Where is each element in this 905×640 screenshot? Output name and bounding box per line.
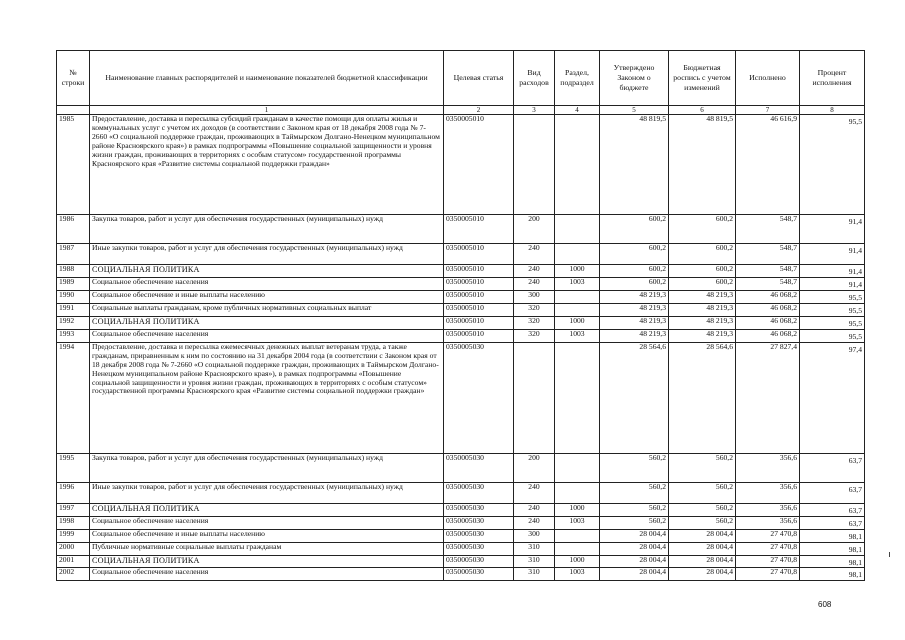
target-article: 0350005030	[444, 482, 514, 503]
header-budget-schedule: Бюджетная роспись с учетом изменений	[669, 51, 736, 106]
executed-amount: 356,6	[736, 503, 800, 516]
executed-amount: 27 827,4	[736, 342, 800, 453]
percent-value: 98,1	[800, 529, 865, 542]
target-article: 0350005010	[444, 115, 514, 215]
section-code	[555, 342, 600, 453]
budget-amount: 28 004,4	[669, 555, 736, 568]
section-code	[555, 290, 600, 303]
target-article: 0350005010	[444, 329, 514, 342]
row-number: 1986	[57, 215, 90, 244]
row-description: Социальное обеспечение и иные выплаты населению	[90, 290, 444, 303]
target-article: 0350005010	[444, 316, 514, 329]
executed-amount: 356,6	[736, 482, 800, 503]
executed-amount: 548,7	[736, 215, 800, 244]
row-description: Иные закупки товаров, работ и услуг для обеспечения государственных (муниципальных) нужд	[90, 244, 444, 265]
budget-amount: 28 564,6	[669, 342, 736, 453]
executed-amount: 46 068,2	[736, 329, 800, 342]
executed-amount: 27 470,8	[736, 568, 800, 581]
table-row	[57, 342, 865, 453]
target-article: 0350005030	[444, 542, 514, 555]
target-article: 0350005010	[444, 215, 514, 244]
expense-type: 310	[514, 568, 555, 581]
percent-value: 91,4	[800, 277, 865, 290]
expense-type: 310	[514, 555, 555, 568]
row-number: 1989	[57, 277, 90, 290]
approved-amount: 560,2	[600, 453, 669, 482]
budget-execution-table	[56, 50, 865, 581]
expense-type: 310	[514, 542, 555, 555]
budget-amount: 48 219,3	[669, 303, 736, 316]
approved-amount: 600,2	[600, 215, 669, 244]
percent-value: 91,4	[800, 215, 865, 244]
header-section: Раздел, подраздел	[555, 51, 600, 106]
budget-amount: 600,2	[669, 244, 736, 265]
page-number: 608	[818, 600, 832, 609]
row-description: СОЦИАЛЬНАЯ ПОЛИТИКА	[90, 316, 444, 329]
row-number: 1987	[57, 244, 90, 265]
expense-type: 320	[514, 316, 555, 329]
section-code: 1003	[555, 568, 600, 581]
approved-amount: 28 004,4	[600, 555, 669, 568]
percent-value: 95,5	[800, 329, 865, 342]
approved-amount: 560,2	[600, 482, 669, 503]
header-name: Наименование главных распорядителей и наименование показателей бюджетной классификации	[90, 51, 444, 106]
executed-amount: 548,7	[736, 277, 800, 290]
percent-value: 63,7	[800, 516, 865, 529]
target-article: 0350005030	[444, 342, 514, 453]
executed-amount: 548,7	[736, 265, 800, 278]
table-row	[57, 115, 865, 215]
section-code: 1003	[555, 277, 600, 290]
table-row	[57, 568, 865, 581]
budget-amount: 560,2	[669, 453, 736, 482]
section-code	[555, 453, 600, 482]
section-code	[555, 244, 600, 265]
table-row	[57, 555, 865, 568]
row-description: Социальное обеспечение населения	[90, 277, 444, 290]
table-header-row	[57, 51, 865, 106]
section-code	[555, 303, 600, 316]
approved-amount: 28 004,4	[600, 529, 669, 542]
row-number: 1988	[57, 265, 90, 278]
executed-amount: 548,7	[736, 244, 800, 265]
executed-amount: 46 068,2	[736, 303, 800, 316]
percent-value: 63,7	[800, 482, 865, 503]
column-number: 4	[555, 106, 600, 115]
approved-amount: 560,2	[600, 516, 669, 529]
section-code	[555, 542, 600, 555]
column-number	[57, 106, 90, 115]
section-code: 1000	[555, 503, 600, 516]
expense-type: 240	[514, 503, 555, 516]
budget-amount: 600,2	[669, 215, 736, 244]
table-body	[57, 115, 865, 581]
budget-amount: 560,2	[669, 482, 736, 503]
table-row	[57, 453, 865, 482]
row-number: 2002	[57, 568, 90, 581]
section-code: 1003	[555, 516, 600, 529]
expense-type: 300	[514, 290, 555, 303]
budget-amount: 48 219,3	[669, 316, 736, 329]
section-code	[555, 482, 600, 503]
header-target-article: Целевая статья	[444, 51, 514, 106]
table-row	[57, 290, 865, 303]
executed-amount: 46 068,2	[736, 316, 800, 329]
column-number: 3	[514, 106, 555, 115]
row-number: 1993	[57, 329, 90, 342]
row-description: Предоставление, доставка и пересылка субсидий гражданам в качестве помощи для оплаты жилья и коммунальных услуг с учетом их доходов (в соответствии с Законом края от 18 декабря 2008 года № 7-2660 «О социальной поддержке граждан, проживающих в Таймырском Долгано-Ненецком муниципальном районе Красноярского края») в рамках подпрограммы «Повышение социальной защищенности и уровня жизни граждан, проживающих в территориях с особым статусом» государственной программы Красноярского края «Развитие системы социальной поддержки граждан»	[90, 115, 444, 215]
executed-amount: 27 470,8	[736, 555, 800, 568]
budget-amount: 28 004,4	[669, 568, 736, 581]
section-code	[555, 115, 600, 215]
row-number: 1998	[57, 516, 90, 529]
percent-value: 97,4	[800, 342, 865, 453]
target-article: 0350005010	[444, 244, 514, 265]
target-article: 0350005030	[444, 555, 514, 568]
percent-value: 98,1	[800, 555, 865, 568]
table-row	[57, 542, 865, 555]
table-row	[57, 215, 865, 244]
percent-value: 95,5	[800, 290, 865, 303]
row-number: 1999	[57, 529, 90, 542]
column-number-row	[57, 106, 865, 115]
table-row	[57, 516, 865, 529]
row-number: 1985	[57, 115, 90, 215]
percent-value: 95,5	[800, 316, 865, 329]
budget-amount: 600,2	[669, 277, 736, 290]
expense-type: 240	[514, 265, 555, 278]
section-code: 1003	[555, 329, 600, 342]
column-number: 7	[736, 106, 800, 115]
row-number: 1997	[57, 503, 90, 516]
table-row	[57, 244, 865, 265]
budget-amount: 48 219,3	[669, 290, 736, 303]
approved-amount: 28 004,4	[600, 542, 669, 555]
section-code	[555, 529, 600, 542]
section-code: 1000	[555, 265, 600, 278]
header-executed: Исполнено	[736, 51, 800, 106]
budget-amount: 28 004,4	[669, 529, 736, 542]
expense-type	[514, 115, 555, 215]
table-row	[57, 316, 865, 329]
executed-amount: 46 616,9	[736, 115, 800, 215]
executed-amount: 356,6	[736, 453, 800, 482]
margin-mark	[889, 552, 890, 557]
percent-value: 91,4	[800, 244, 865, 265]
header-row-number: № строки	[57, 51, 90, 106]
row-number: 1996	[57, 482, 90, 503]
target-article: 0350005030	[444, 453, 514, 482]
table-row	[57, 329, 865, 342]
expense-type: 240	[514, 277, 555, 290]
row-description: СОЦИАЛЬНАЯ ПОЛИТИКА	[90, 265, 444, 278]
header-expense-type: Вид расходов	[514, 51, 555, 106]
expense-type: 240	[514, 516, 555, 529]
row-description: Социальное обеспечение населения	[90, 516, 444, 529]
row-number: 1990	[57, 290, 90, 303]
approved-amount: 28 564,6	[600, 342, 669, 453]
row-description: СОЦИАЛЬНАЯ ПОЛИТИКА	[90, 503, 444, 516]
approved-amount: 48 219,3	[600, 303, 669, 316]
row-description: Закупка товаров, работ и услуг для обеспечения государственных (муниципальных) нужд	[90, 453, 444, 482]
row-number: 1991	[57, 303, 90, 316]
row-description: Социальное обеспечение населения	[90, 568, 444, 581]
approved-amount: 48 219,3	[600, 290, 669, 303]
executed-amount: 27 470,8	[736, 529, 800, 542]
column-number: 5	[600, 106, 669, 115]
row-number: 2000	[57, 542, 90, 555]
percent-value: 98,1	[800, 542, 865, 555]
row-description: Публичные нормативные социальные выплаты гражданам	[90, 542, 444, 555]
approved-amount: 600,2	[600, 244, 669, 265]
header-approved: Утверждено Законом о бюджете	[600, 51, 669, 106]
target-article: 0350005030	[444, 529, 514, 542]
percent-value: 63,7	[800, 503, 865, 516]
row-description: Закупка товаров, работ и услуг для обеспечения государственных (муниципальных) нужд	[90, 215, 444, 244]
approved-amount: 48 819,5	[600, 115, 669, 215]
row-number: 2001	[57, 555, 90, 568]
row-description: СОЦИАЛЬНАЯ ПОЛИТИКА	[90, 555, 444, 568]
budget-amount: 560,2	[669, 516, 736, 529]
budget-amount: 560,2	[669, 503, 736, 516]
column-number: 6	[669, 106, 736, 115]
table-row	[57, 529, 865, 542]
budget-amount: 28 004,4	[669, 542, 736, 555]
table-row	[57, 265, 865, 278]
target-article: 0350005010	[444, 277, 514, 290]
row-description: Иные закупки товаров, работ и услуг для обеспечения государственных (муниципальных) нужд	[90, 482, 444, 503]
approved-amount: 48 219,3	[600, 329, 669, 342]
row-number: 1992	[57, 316, 90, 329]
executed-amount: 356,6	[736, 516, 800, 529]
header-percent: Процент исполнения	[800, 51, 865, 106]
expense-type: 320	[514, 303, 555, 316]
executed-amount: 46 068,2	[736, 290, 800, 303]
percent-value: 63,7	[800, 453, 865, 482]
expense-type: 200	[514, 453, 555, 482]
target-article: 0350005010	[444, 290, 514, 303]
row-description: Социальное обеспечение и иные выплаты населению	[90, 529, 444, 542]
expense-type: 240	[514, 244, 555, 265]
row-description: Предоставление, доставка и пересылка ежемесячных денежных выплат ветеранам труда, а также гражданам, приравненным к ним по состоянию на 31 декабря 2004 года (в соответствии с Законом края от 18 декабря 2008 года № 7-2660 «О социальной поддержке граждан, проживающих в Таймырском Долгано-Ненецком муниципальном районе Красноярского края»), в рамках подпрограммы «Повышение социальной защищенности и уровня жизни граждан, проживающих в территориях с особым статусом» государственной программы Красноярского края «Развитие системы социальной поддержки граждан»	[90, 342, 444, 453]
target-article: 0350005010	[444, 303, 514, 316]
budget-amount: 48 819,5	[669, 115, 736, 215]
percent-value: 91,4	[800, 265, 865, 278]
budget-amount: 48 219,3	[669, 329, 736, 342]
row-description: Социальные выплаты гражданам, кроме публичных нормативных социальных выплат	[90, 303, 444, 316]
table-row	[57, 503, 865, 516]
row-number: 1995	[57, 453, 90, 482]
approved-amount: 600,2	[600, 265, 669, 278]
column-number: 8	[800, 106, 865, 115]
target-article: 0350005030	[444, 503, 514, 516]
section-code: 1000	[555, 316, 600, 329]
expense-type: 240	[514, 482, 555, 503]
percent-value: 98,1	[800, 568, 865, 581]
expense-type	[514, 342, 555, 453]
table-row	[57, 277, 865, 290]
row-description: Социальное обеспечение населения	[90, 329, 444, 342]
target-article: 0350005010	[444, 265, 514, 278]
column-number: 1	[90, 106, 444, 115]
executed-amount: 27 470,8	[736, 542, 800, 555]
approved-amount: 48 219,3	[600, 316, 669, 329]
target-article: 0350005030	[444, 568, 514, 581]
section-code: 1000	[555, 555, 600, 568]
row-number: 1994	[57, 342, 90, 453]
table-row	[57, 303, 865, 316]
percent-value: 95,5	[800, 115, 865, 215]
table-row	[57, 482, 865, 503]
column-number: 2	[444, 106, 514, 115]
expense-type: 320	[514, 329, 555, 342]
percent-value: 95,5	[800, 303, 865, 316]
expense-type: 300	[514, 529, 555, 542]
approved-amount: 28 004,4	[600, 568, 669, 581]
approved-amount: 600,2	[600, 277, 669, 290]
expense-type: 200	[514, 215, 555, 244]
section-code	[555, 215, 600, 244]
budget-amount: 600,2	[669, 265, 736, 278]
approved-amount: 560,2	[600, 503, 669, 516]
target-article: 0350005030	[444, 516, 514, 529]
